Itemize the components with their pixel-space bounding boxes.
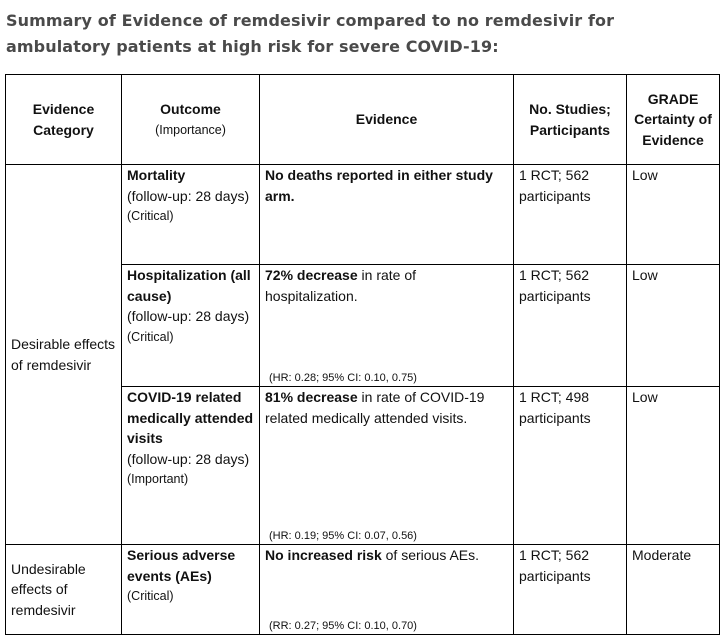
evidence-detail: of serious AEs. (381, 547, 480, 563)
evidence-statistic: (HR: 0.19; 95% CI: 0.07, 0.56) (269, 530, 417, 542)
evidence-cell (260, 387, 514, 545)
evidence-statistic: (RR: 0.27; 95% CI: 0.10, 0.70) (269, 620, 417, 632)
category-undesirable: Undesirable effects of remdesivir (6, 545, 122, 635)
outcome-cell (122, 545, 260, 635)
studies-cell: 1 RCT; 562 participants (514, 545, 627, 635)
outcome-cell (122, 165, 260, 265)
grade-cell: Moderate (627, 545, 720, 635)
header-outcome-importance: (Importance) (155, 122, 226, 137)
evidence-detail: in rate of hospitalization. (265, 267, 417, 304)
outcome-name: Hospitalization (all cause) (127, 267, 251, 304)
evidence-finding: 81% decrease (265, 389, 358, 405)
category-desirable: Desirable effects of remdesivir (6, 165, 122, 545)
evidence-finding: No deaths reported in either study arm. (265, 167, 493, 204)
grade-cell: Low (627, 265, 720, 387)
evidence-finding: 72% decrease (265, 267, 358, 283)
evidence-summary-table (5, 74, 720, 635)
header-evidence: Evidence (260, 75, 514, 165)
outcome-importance: (Important) (127, 472, 189, 486)
outcome-name: Serious adverse events (AEs) (127, 547, 236, 584)
outcome-followup: (follow-up: 28 days) (127, 187, 250, 204)
evidence-detail: in rate of COVID-19 related medically attended visits. (265, 389, 485, 426)
page-title: Summary of Evidence of remdesivir compared to no remdesivir for ambulatory patients at high risk for severe COVID-19: (6, 11, 615, 56)
evidence-cell (260, 165, 514, 265)
evidence-cell (260, 265, 514, 387)
outcome-name: Mortality (127, 167, 186, 183)
studies-cell: 1 RCT; 498 participants (514, 387, 627, 545)
outcome-importance: (Critical) (127, 209, 174, 223)
outcome-followup: (follow-up: 28 days) (127, 308, 250, 324)
evidence-statistic: (HR: 0.28; 95% CI: 0.10, 0.75) (269, 372, 417, 384)
outcome-importance: (Critical) (127, 329, 174, 344)
table-row (6, 165, 720, 265)
outcome-cell (122, 387, 260, 545)
evidence-cell (260, 545, 514, 635)
header-outcome: Outcome (Importance) (122, 75, 260, 165)
header-evidence-category: Evidence Category (6, 75, 122, 165)
studies-cell: 1 RCT; 562 participants (514, 265, 627, 387)
header-row (6, 75, 720, 165)
outcome-name: COVID-19 related medically attended visits (127, 389, 254, 446)
outcome-cell (122, 265, 260, 387)
table-row (6, 545, 720, 635)
header-studies: No. Studies; Participants (514, 75, 627, 165)
outcome-followup: (follow-up: 28 days) (127, 450, 250, 467)
grade-cell: Low (627, 387, 720, 545)
studies-cell: 1 RCT; 562 participants (514, 165, 627, 265)
header-grade: GRADE Certainty of Evidence (627, 75, 720, 165)
evidence-finding: No increased risk (265, 547, 382, 563)
grade-cell: Low (627, 165, 720, 265)
outcome-importance: (Critical) (127, 589, 174, 603)
